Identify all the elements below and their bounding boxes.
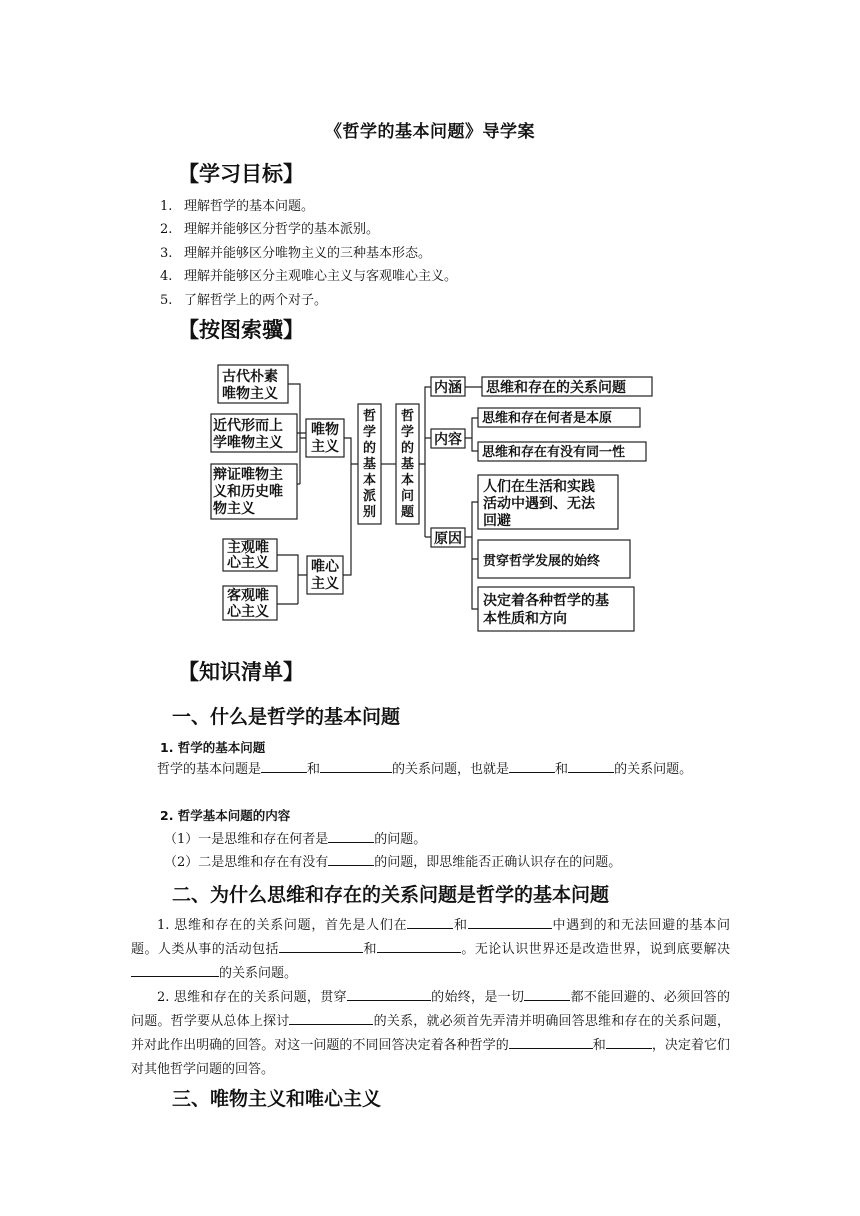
node-reason-life-practice: 人们在生活和实践活动中遇到、无法回避 xyxy=(483,479,595,529)
node-objective-idealism: 客观唯心主义 xyxy=(227,588,269,620)
fill-blank[interactable] xyxy=(320,760,392,773)
node-philosophy-schools: 哲学的基本派别 xyxy=(363,409,377,520)
content-line-2: （2）二是思维和存在有没有 的问题，即思维能否正确认识存在的问题。 xyxy=(164,855,622,870)
paragraph-1: 哲学的基本问题是 和 的关系问题，也就是 和 的关系问题。 xyxy=(157,762,693,777)
fill-blank[interactable] xyxy=(407,916,453,929)
node-reason-determines: 决定着各种哲学的基本性质和方向 xyxy=(483,593,609,627)
node-basic-question: 哲学的基本问题 xyxy=(401,409,415,520)
fill-blank[interactable] xyxy=(261,760,307,773)
fill-blank[interactable] xyxy=(524,988,570,1001)
section-title-list: 【知识清单】 xyxy=(178,660,304,684)
heading-part1: 一、什么是哲学的基本问题 xyxy=(172,706,401,728)
node-which-is-origin: 思维和存在何者是本原 xyxy=(482,411,613,426)
node-metaphysical-materialism: 近代形而上学唯物主义 xyxy=(213,418,283,451)
node-dialectical-materialism: 辩证唯物主义和历史唯物主义 xyxy=(213,467,283,517)
fill-blank[interactable] xyxy=(328,830,374,843)
fill-blank[interactable] xyxy=(468,916,552,929)
fill-blank[interactable] xyxy=(568,760,614,773)
node-subjective-idealism: 主观唯心主义 xyxy=(227,540,269,571)
section-title-goals: 【学习目标】 xyxy=(178,162,304,186)
section-title-map: 【按图索骥】 xyxy=(178,318,304,342)
node-relation-question: 思维和存在的关系问题 xyxy=(486,380,626,396)
fill-blank[interactable] xyxy=(289,1012,373,1025)
fill-blank[interactable] xyxy=(347,988,431,1001)
goal-item: 2. 理解并能够区分哲学的基本派别。 xyxy=(160,222,380,238)
goal-item: 3. 理解并能够区分唯物主义的三种基本形态。 xyxy=(160,245,432,261)
node-reason: 原因 xyxy=(434,531,462,547)
fill-blank[interactable] xyxy=(279,940,363,953)
fill-blank[interactable] xyxy=(328,853,374,866)
goal-item: 1. 理解哲学的基本问题。 xyxy=(160,199,315,214)
page-title: 《哲学的基本问题》导学案 xyxy=(325,122,535,142)
node-content: 内容 xyxy=(434,432,462,448)
goal-item: 5. 了解哲学上的两个对子。 xyxy=(160,292,328,308)
fill-blank[interactable] xyxy=(377,940,461,953)
node-reason-throughout: 贯穿哲学发展的始终 xyxy=(483,554,601,569)
node-idealism: 唯心主义 xyxy=(311,559,339,592)
goals-list xyxy=(160,195,457,312)
heading-part3: 三、唯物主义和唯心主义 xyxy=(172,1088,382,1110)
fill-blank[interactable] xyxy=(509,1036,593,1049)
concept-mindmap xyxy=(205,357,655,637)
fill-blank[interactable] xyxy=(509,760,555,773)
paragraph-2-2: 2. 思维和存在的关系问题，贯穿 的始终，是一切 都不能回避的、必须回答的问题。哲学要从总体上探讨 的关系，就必须首先弄清并明确回答思维和存在的关系问题，并对此作出明确的回答。对这一问题的不同回答决定着各种哲学的 和 ，决定着它们对其他哲学问题的回答。 xyxy=(131,990,730,1077)
fill-blank[interactable] xyxy=(606,1036,652,1049)
node-identity: 思维和存在有没有同一性 xyxy=(482,445,626,460)
node-ancient-materialism: 古代朴素唯物主义 xyxy=(222,369,278,402)
node-materialism: 唯物主义 xyxy=(311,422,339,455)
goal-item: 4. 理解并能够区分主观唯心主义与客观唯心主义。 xyxy=(160,269,458,285)
subheading-1: 1. 哲学的基本问题 xyxy=(160,740,266,755)
content-line-1: （1）一是思维和存在何者是 的问题。 xyxy=(164,832,427,847)
node-connotation: 内涵 xyxy=(434,380,462,396)
heading-part2: 二、为什么思维和存在的关系问题是哲学的基本问题 xyxy=(172,884,610,906)
subheading-2: 2. 哲学基本问题的内容 xyxy=(160,808,291,823)
fill-blank[interactable] xyxy=(131,964,219,977)
paragraph-2-1: 1. 思维和存在的关系问题，首先是人们在 和 中遇到的和无法回避的基本问题。人类从事的活动包括 和 。无论认识世界还是改造世界，说到底要解决的关系问题。 xyxy=(131,918,730,981)
